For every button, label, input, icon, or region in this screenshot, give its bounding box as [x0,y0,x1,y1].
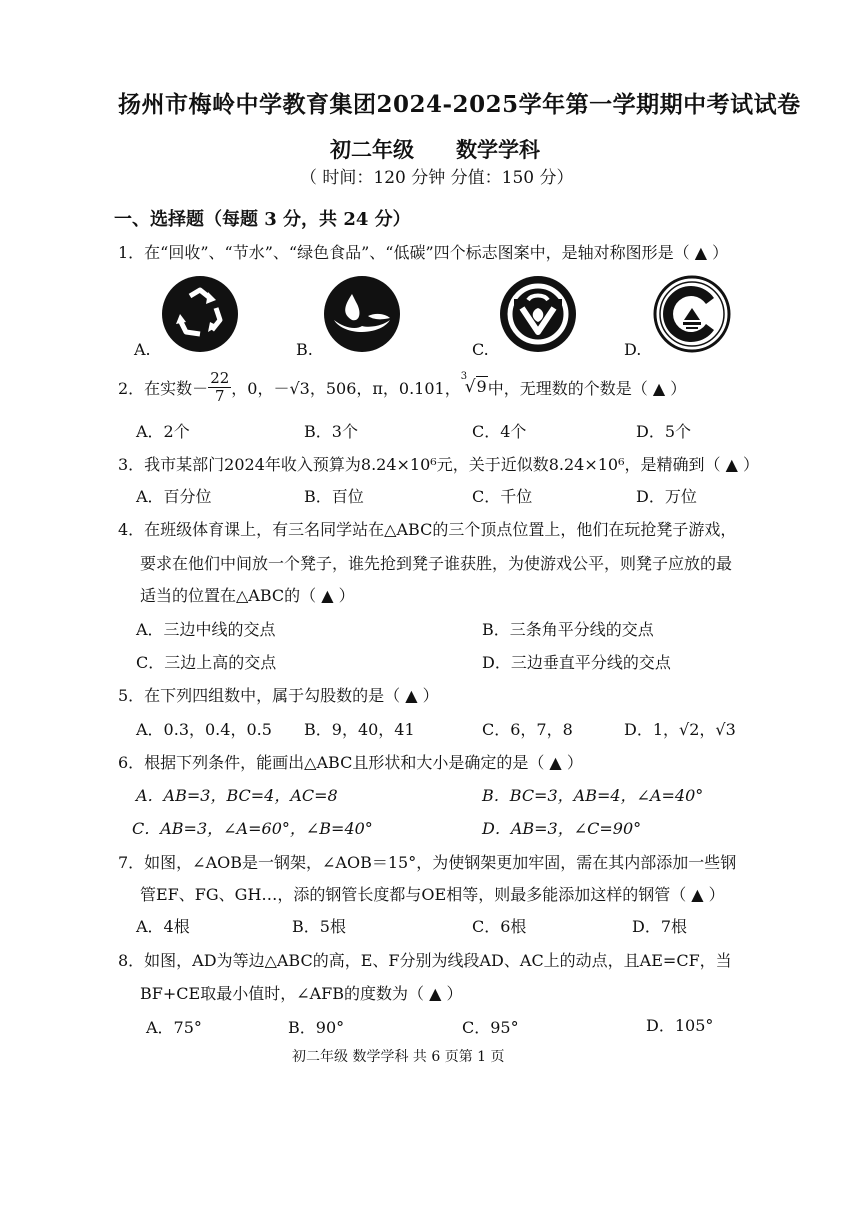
grade-label: 初二年级 [330,137,414,162]
q2-cbrt-index: 3 [460,371,468,382]
q2-option-c: C．4个 [472,422,527,441]
green-food-logo-icon [498,274,578,354]
q5-option-b: B．9，40，41 [304,720,415,739]
question-5: 5．在下列四组数中，属于勾股数的是（ ▲ ） [118,686,439,705]
q4-option-a: A．三边中线的交点 [136,620,276,639]
q8-option-b: B．90° [288,1018,345,1037]
q4-option-d: D．三边垂直平分线的交点 [482,653,671,672]
page-footer: 初二年级 数学学科 共 6 页第 1 页 [292,1049,505,1065]
q2-middle: ，0，－√3，506，π，0.101， [231,378,461,398]
q3-option-b: B．百位 [304,487,364,506]
exam-info: （ 时间：120 分钟 分值：150 分） [300,168,574,188]
q5-option-d: D．1，√2，√3 [624,720,736,739]
question-8-line-1: 8．如图，AD为等边△ABC的高，E、F分别为线段AD、AC上的动点，且AE=CF，当 [118,951,732,970]
question-1: 1．在“回收”、“节水”、“绿色食品”、“低碳”四个标志图案中，是轴对称图形是（ ▲ ） [118,243,729,262]
q4-option-c: C．三边上高的交点 [136,653,277,672]
q2-frac-denominator: 7 [214,386,225,405]
q8-option-c: C．95° [462,1018,519,1037]
q3-option-d: D．万位 [636,487,697,506]
q2-cube-root: 3 √9 [460,371,487,397]
q6-option-c: C．AB=3，∠A=60°，∠B=40° [132,819,373,838]
q1-option-a: A. [134,340,151,359]
q4-option-b: B．三条角平分线的交点 [482,620,654,639]
exam-title: 扬州市梅岭中学教育集团2024-2025学年第一学期期中考试试卷 [118,91,801,118]
q7-option-d: D．7根 [632,917,688,936]
q7-option-a: A．4根 [136,917,190,936]
q8-option-a: A．75° [146,1018,202,1037]
q1-option-c: C. [472,340,489,359]
q7-option-b: B．5根 [292,917,346,936]
water-drop-logo-icon [322,274,402,354]
q2-option-a: A．2个 [136,422,190,441]
question-4-line-1: 4．在班级体育课上，有三名同学站在△ABC的三个顶点位置上，他们在玩抢凳子游戏， [118,520,737,539]
low-carbon-logo-icon [652,274,732,354]
q2-frac-numerator: 22 [210,369,230,387]
q2-cbrt-radicand: 9 [476,377,487,396]
q2-option-b: B．3个 [304,422,358,441]
question-8-line-2: BF+CE取最小值时，∠AFB的度数为（ ▲ ） [140,984,463,1003]
question-7-line-1: 7．如图，∠AOB是一钢架，∠AOB＝15°，为使钢架更加牢固，需在其内部添加一些钢 [118,853,737,872]
question-4-line-3: 适当的位置在△ABC的（ ▲ ） [140,586,355,605]
q1-option-d: D. [624,340,642,359]
q6-option-a: A．AB=3，BC=4，AC=8 [136,786,338,805]
question-6: 6．根据下列条件，能画出△ABC且形状和大小是确定的是（ ▲ ） [118,753,583,772]
q1-option-b: B. [296,340,313,359]
q2-option-d: D．5个 [636,422,692,441]
q3-option-a: A．百分位 [136,487,212,506]
question-2 [118,367,686,407]
recycle-logo-icon [160,274,240,354]
question-7-line-2: 管EF、FG、GH…，添的钢管长度都与OE相等，则最多能添加这样的钢管（ ▲ ） [140,885,725,904]
q2-prefix: 2．在实数－ [118,378,209,398]
question-3: 3．我市某部门2024年收入预算为8.24×10⁶元，关于近似数8.24×10⁶，是精确到（ ▲ ） [118,455,759,474]
question-4-line-2: 要求在他们中间放一个凳子，谁先抢到凳子谁获胜，为使游戏公平，则凳子应放的最 [140,554,733,573]
q7-option-c: C．6根 [472,917,527,936]
subject-label: 数学学科 [456,137,540,162]
q5-option-a: A．0.3，0.4，0.5 [136,720,272,739]
q5-option-c: C．6，7，8 [482,720,573,739]
section-title: 一、选择题（每题 3 分，共 24 分） [114,209,411,230]
q2-fraction [208,370,231,404]
q6-option-d: D．AB=3，∠C=90° [482,819,642,838]
q8-option-d: D．105° [646,1016,714,1035]
q6-option-b: B．BC=3，AB=4，∠A=40° [482,786,704,805]
q2-suffix: 中，无理数的个数是（ ▲ ） [487,378,687,398]
q3-option-c: C．千位 [472,487,533,506]
